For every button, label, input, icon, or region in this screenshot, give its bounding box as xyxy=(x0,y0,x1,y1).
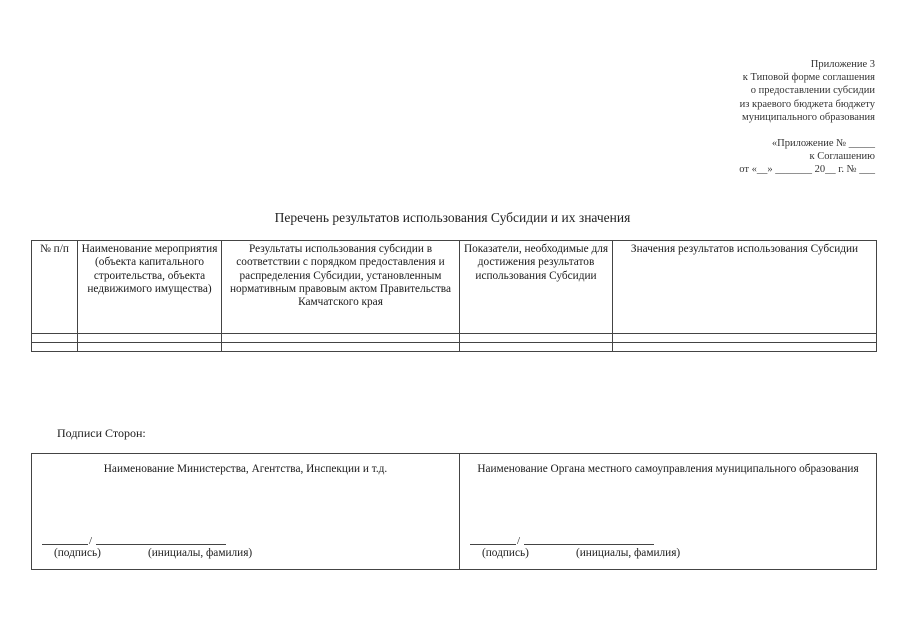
signature-block xyxy=(42,532,292,559)
col-header-number: № п/п xyxy=(32,241,78,334)
party-name-ministry: Наименование Министерства, Агентства, Инспекции и т.д. xyxy=(103,463,388,475)
table-cell[interactable] xyxy=(460,343,613,352)
table-cell[interactable] xyxy=(613,343,877,352)
results-table xyxy=(31,240,877,352)
table-cell[interactable] xyxy=(222,343,460,352)
table-cell[interactable] xyxy=(222,334,460,343)
annex-ref-line: к Соглашению xyxy=(809,151,875,163)
signatures-label: Подписи Сторон: xyxy=(57,426,146,440)
col-header-indicators: Показатели, необходимые для достижения результатов использования Субсидии xyxy=(460,241,613,334)
table-cell[interactable] xyxy=(32,334,78,343)
signature-line[interactable]: / xyxy=(470,532,720,545)
col-header-results: Результаты использования субсидии в соответствии с порядком предоставления и распределения Субсидии, установленным нормативным правовым актом Правительства Камчатского края xyxy=(222,241,460,334)
annex-line: из краевого бюджета бюджету xyxy=(739,98,875,110)
annex-line: Приложение 3 xyxy=(810,59,875,70)
table-cell[interactable] xyxy=(32,343,78,352)
signatures-table xyxy=(31,453,877,570)
table-cell[interactable] xyxy=(78,334,222,343)
table-cell[interactable] xyxy=(613,334,877,343)
table-cell[interactable] xyxy=(78,343,222,352)
signature-caption: (подпись) xyxy=(482,547,529,559)
annex-ref-line: от «__» _______ 20__ г. № ___ xyxy=(739,164,875,176)
signature-block xyxy=(470,532,720,559)
col-header-values: Значения результатов использования Субсидии xyxy=(613,241,877,334)
table-cell[interactable] xyxy=(460,334,613,343)
annex-line: муниципального образования xyxy=(742,111,875,123)
party-cell-ministry xyxy=(32,454,460,570)
col-header-event: Наименование мероприятия (объекта капитального строительства, объекта недвижимого имущества) xyxy=(78,241,222,334)
annex-line: о предоставлении субсидии xyxy=(750,85,875,97)
annex-spacer xyxy=(615,124,875,137)
signature-line[interactable]: / xyxy=(42,532,292,545)
page-title: Перечень результатов использования Субсидии и их значения xyxy=(274,210,631,225)
annex-ref-line: «Приложение № _____ xyxy=(771,138,875,150)
initials-caption: (инициалы, фамилия) xyxy=(148,547,253,559)
results-header-row xyxy=(32,241,877,334)
initials-caption: (инициалы, фамилия) xyxy=(576,547,681,559)
party-name-municipal: Наименование Органа местного самоуправления муниципального образования xyxy=(477,463,859,475)
party-cell-municipal xyxy=(460,454,877,570)
table-row xyxy=(32,334,877,343)
annex-block xyxy=(615,58,875,177)
annex-line: к Типовой форме соглашения xyxy=(742,72,875,84)
signature-caption: (подпись) xyxy=(54,547,101,559)
table-row xyxy=(32,343,877,352)
